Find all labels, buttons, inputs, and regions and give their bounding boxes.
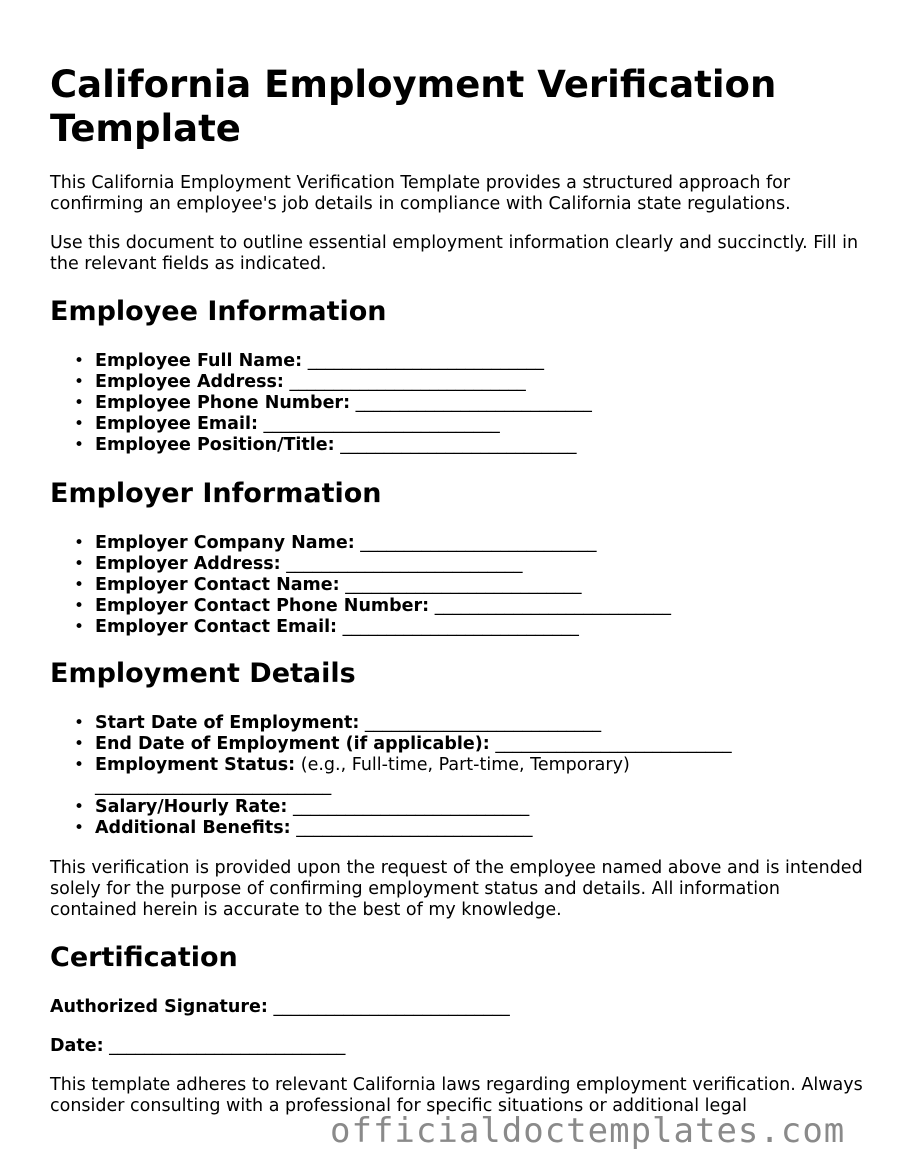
- additional-benefits-blank[interactable]: ___________________________: [296, 818, 533, 838]
- employer-field-list: [50, 533, 870, 638]
- verification-paragraph: This verification is provided upon the request of the employee named above and is intended solely for the purpose of confirming employment status and details. All information contained herein is accurate to the best of my knowledge.: [50, 858, 863, 920]
- bullet-icon: •: [74, 351, 85, 371]
- field-label: Employee Full Name:: [95, 351, 303, 371]
- list-item: [50, 617, 870, 638]
- employer-contact-email-blank[interactable]: ___________________________: [342, 617, 579, 637]
- field-label: Employee Phone Number:: [95, 393, 351, 413]
- employment-status-blank[interactable]: ___________________________: [95, 776, 332, 796]
- employee-section-heading: Employee Information: [50, 296, 387, 327]
- field-label: Employee Position/Title:: [95, 435, 335, 455]
- bullet-icon: •: [74, 554, 85, 574]
- list-item: [50, 713, 870, 734]
- list-item: [50, 797, 870, 818]
- signature-label: Authorized Signature:: [50, 997, 268, 1017]
- employee-field-list: [50, 351, 870, 456]
- field-label: Employer Contact Name:: [95, 575, 340, 595]
- field-label: Employer Address:: [95, 554, 281, 574]
- field-label: Employer Company Name:: [95, 533, 355, 553]
- field-label: Start Date of Employment:: [95, 713, 360, 733]
- employer-contact-name-blank[interactable]: ___________________________: [345, 575, 582, 595]
- employer-address-blank[interactable]: ___________________________: [286, 554, 523, 574]
- start-date-blank[interactable]: ___________________________: [364, 713, 602, 733]
- intro-paragraph-2: Use this document to outline essential employment information clearly and succinctly. Fill in the relevant fields as indicated.: [50, 233, 859, 274]
- watermark: officialdoctemplates.com: [330, 1111, 846, 1151]
- list-item: [50, 734, 870, 755]
- document-title: California Employment Verification Template: [50, 63, 777, 150]
- list-item: [50, 533, 870, 554]
- employee-full-name-blank[interactable]: ___________________________: [307, 351, 544, 371]
- bullet-icon: •: [74, 435, 85, 455]
- certification-section-heading: Certification: [50, 942, 238, 973]
- salary-rate-blank[interactable]: ___________________________: [293, 797, 530, 817]
- date-label: Date:: [50, 1036, 104, 1056]
- list-item: [50, 393, 870, 414]
- list-item: [50, 435, 870, 456]
- bullet-icon: •: [74, 393, 85, 413]
- employee-address-blank[interactable]: ___________________________: [289, 372, 526, 392]
- field-label: End Date of Employment (if applicable):: [95, 734, 490, 754]
- date-row: [50, 1036, 345, 1057]
- bullet-icon: •: [74, 734, 85, 754]
- list-item: [50, 414, 870, 435]
- bullet-icon: •: [74, 596, 85, 616]
- employer-contact-phone-blank[interactable]: ___________________________: [434, 596, 671, 616]
- employee-phone-blank[interactable]: ___________________________: [355, 393, 592, 413]
- list-item: [50, 596, 870, 617]
- footer-paragraph: This template adheres to relevant California laws regarding employment verification. Always consider consulting with a professional for specific situations or additional legal: [50, 1075, 863, 1116]
- field-label: Employment Status:: [95, 755, 296, 775]
- signature-blank[interactable]: ___________________________: [273, 997, 510, 1017]
- bullet-icon: •: [74, 713, 85, 733]
- intro-paragraph-1: This California Employment Verification Template provides a structured approach for confirming an employee's job details in compliance with California state regulations.: [50, 173, 791, 214]
- list-item: [50, 554, 870, 575]
- employer-company-blank[interactable]: ___________________________: [360, 533, 597, 553]
- list-item: [50, 372, 870, 393]
- field-label: Employee Address:: [95, 372, 284, 392]
- bullet-icon: •: [74, 414, 85, 434]
- field-label: Employer Contact Email:: [95, 617, 338, 637]
- list-item: [50, 351, 870, 372]
- authorized-signature-row: [50, 997, 510, 1018]
- bullet-icon: •: [74, 617, 85, 637]
- bullet-icon: •: [74, 533, 85, 553]
- list-item: [50, 818, 870, 839]
- employment-section-heading: Employment Details: [50, 658, 356, 689]
- employee-position-blank[interactable]: ___________________________: [340, 435, 577, 455]
- employee-email-blank[interactable]: ___________________________: [263, 414, 500, 434]
- field-label: Employee Email:: [95, 414, 258, 434]
- bullet-icon: •: [74, 575, 85, 595]
- bullet-icon: •: [74, 755, 85, 775]
- bullet-icon: •: [74, 372, 85, 392]
- list-item: [50, 755, 870, 797]
- field-label: Employer Contact Phone Number:: [95, 596, 430, 616]
- bullet-icon: •: [74, 797, 85, 817]
- date-blank[interactable]: ___________________________: [109, 1036, 346, 1056]
- bullet-icon: •: [74, 818, 85, 838]
- list-item: [50, 575, 870, 596]
- employment-field-list: [50, 713, 870, 839]
- employer-section-heading: Employer Information: [50, 478, 382, 509]
- end-date-blank[interactable]: ___________________________: [495, 734, 732, 754]
- field-label: Additional Benefits:: [95, 818, 291, 838]
- field-label: Salary/Hourly Rate:: [95, 797, 288, 817]
- employment-status-hint: (e.g., Full-time, Part-time, Temporary): [300, 755, 630, 775]
